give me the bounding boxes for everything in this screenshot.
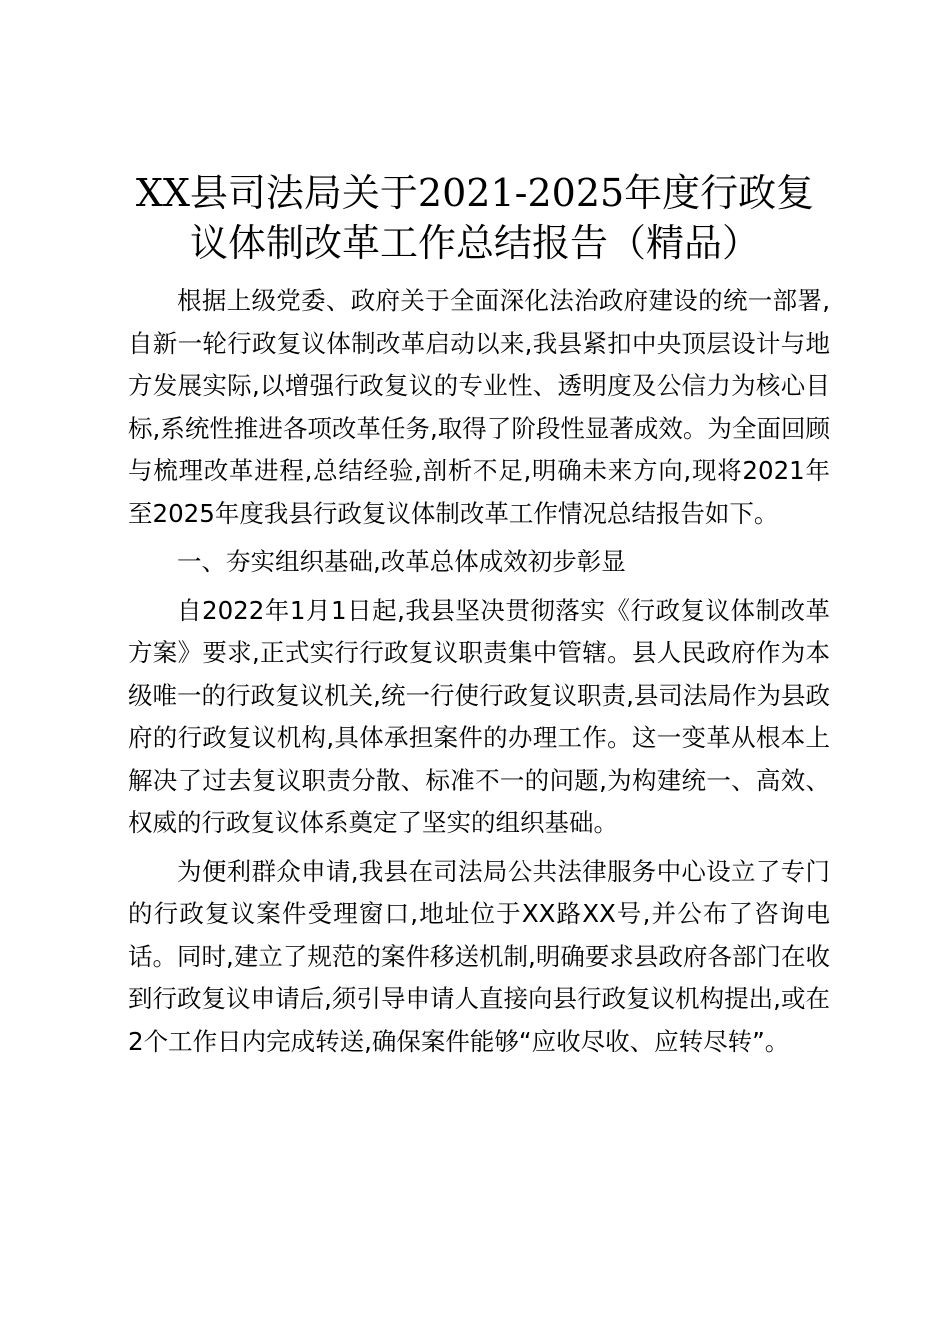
section-heading: 一、夯实组织基础,改革总体成效初步彰显 xyxy=(177,547,626,576)
document-title: XX县司法局关于2021-2025年度行政复议体制改革工作总结报告（精品） xyxy=(135,171,815,265)
body-paragraph: 为便利群众申请,我县在司法局公共法律服务中心设立了专门的行政复议案件受理窗口,地址位于XX路XX号,并公布了咨询电话。同时,建立了规范的案件移送机制,明确要求县政府各部门在收到行政复议申请后,须引导申请人直接向县行政复议机构提出,或在2个工作日内完成转送,确保案件能够“应收尽收、应转尽转”。 xyxy=(128,856,830,1056)
body-paragraph: 自2022年1月1日起,我县坚决贯彻落实《行政复议体制改革方案》要求,正式实行行政复议职责集中管辖。县人民政府作为本级唯一的行政复议机关,统一行使行政复议职责,县司法局作为县政府的行政复议机构,具体承担案件的办理工作。这一变革从根本上解决了过去复议职责分散、标准不一的问题,为构建统一、高效、权威的行政复议体系奠定了坚实的组织基础。 xyxy=(128,595,830,837)
document-body xyxy=(128,280,830,1069)
intro-paragraph: 根据上级党委、政府关于全面深化法治政府建设的统一部署,自新一轮行政复议体制改革启动以来,我县紧扣中央顶层设计与地方发展实际,以增强行政复议的专业性、透明度及公信力为核心目标,系统性推进各项改革任务,取得了阶段性显著成效。为全面回顾与梳理改革进程,总结经验,剖析不足,明确未来方向,现将2021年至2025年度我县行政复议体制改革工作情况总结报告如下。 xyxy=(128,286,830,528)
